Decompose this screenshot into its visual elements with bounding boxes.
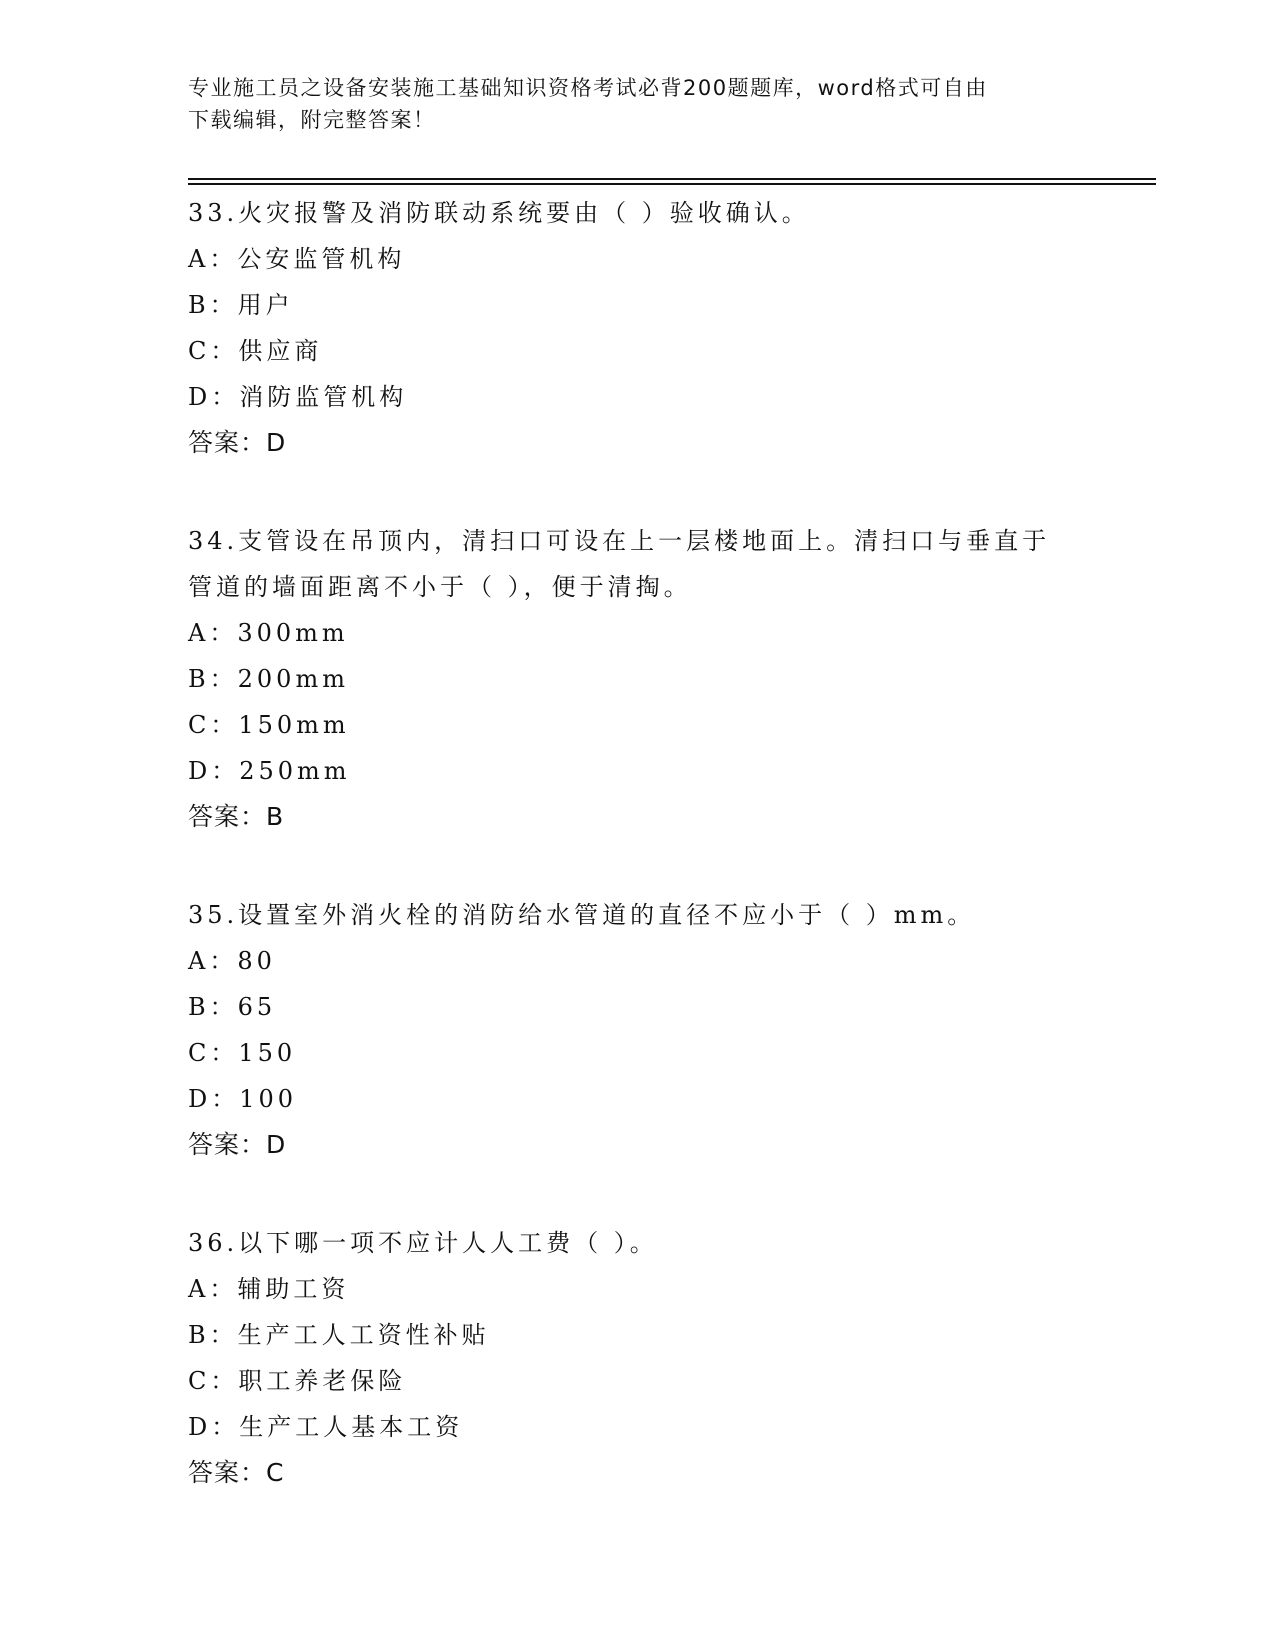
option-c: C：供应商 bbox=[188, 337, 323, 365]
question-stem: 33.火灾报警及消防联动系统要由（ ）验收确认。 bbox=[188, 199, 810, 227]
question-stem: 34.支管设在吊顶内，清扫口可设在上一层楼地面上。清扫口与垂直于 bbox=[188, 527, 1051, 555]
option-c: C：150mm bbox=[188, 711, 350, 739]
question-list bbox=[188, 190, 1088, 1548]
answer-line: 答案：D bbox=[188, 1130, 287, 1159]
option-b: B：生产工人工资性补贴 bbox=[188, 1321, 490, 1349]
option-a: A：80 bbox=[188, 947, 276, 975]
option-d: D：生产工人基本工资 bbox=[188, 1413, 464, 1441]
option-d: D：消防监管机构 bbox=[188, 383, 408, 411]
question-stem-continued: 管道的墙面距离不小于（ ），便于清掏。 bbox=[188, 573, 692, 601]
option-a: A：辅助工资 bbox=[188, 1275, 350, 1303]
answer-line: 答案：C bbox=[188, 1458, 285, 1487]
question-35 bbox=[188, 892, 1088, 1168]
question-stem: 36.以下哪一项不应计人人工费（ ）。 bbox=[188, 1229, 658, 1257]
option-c: C：150 bbox=[188, 1039, 297, 1067]
header-divider-bottom bbox=[188, 183, 1156, 185]
option-c: C：职工养老保险 bbox=[188, 1367, 407, 1395]
document-header bbox=[188, 72, 1068, 136]
option-a: A：公安监管机构 bbox=[188, 245, 406, 273]
question-33 bbox=[188, 190, 1088, 466]
question-34 bbox=[188, 518, 1088, 840]
question-stem: 35.设置室外消火栓的消防给水管道的直径不应小于（ ）mm。 bbox=[188, 901, 976, 929]
option-a: A：300mm bbox=[188, 619, 349, 647]
header-divider-top bbox=[188, 178, 1156, 180]
question-36 bbox=[188, 1220, 1088, 1496]
option-d: D：250mm bbox=[188, 757, 351, 785]
option-d: D：100 bbox=[188, 1085, 298, 1113]
header-line-1: 专业施工员之设备安装施工基础知识资格考试必背200题题库，word格式可自由 bbox=[188, 76, 988, 100]
answer-line: 答案：D bbox=[188, 428, 287, 457]
answer-line: 答案：B bbox=[188, 802, 285, 831]
option-b: B：200mm bbox=[188, 665, 349, 693]
option-b: B：65 bbox=[188, 993, 277, 1021]
header-line-2: 下载编辑，附完整答案！ bbox=[188, 108, 436, 132]
option-b: B：用户 bbox=[188, 291, 294, 319]
